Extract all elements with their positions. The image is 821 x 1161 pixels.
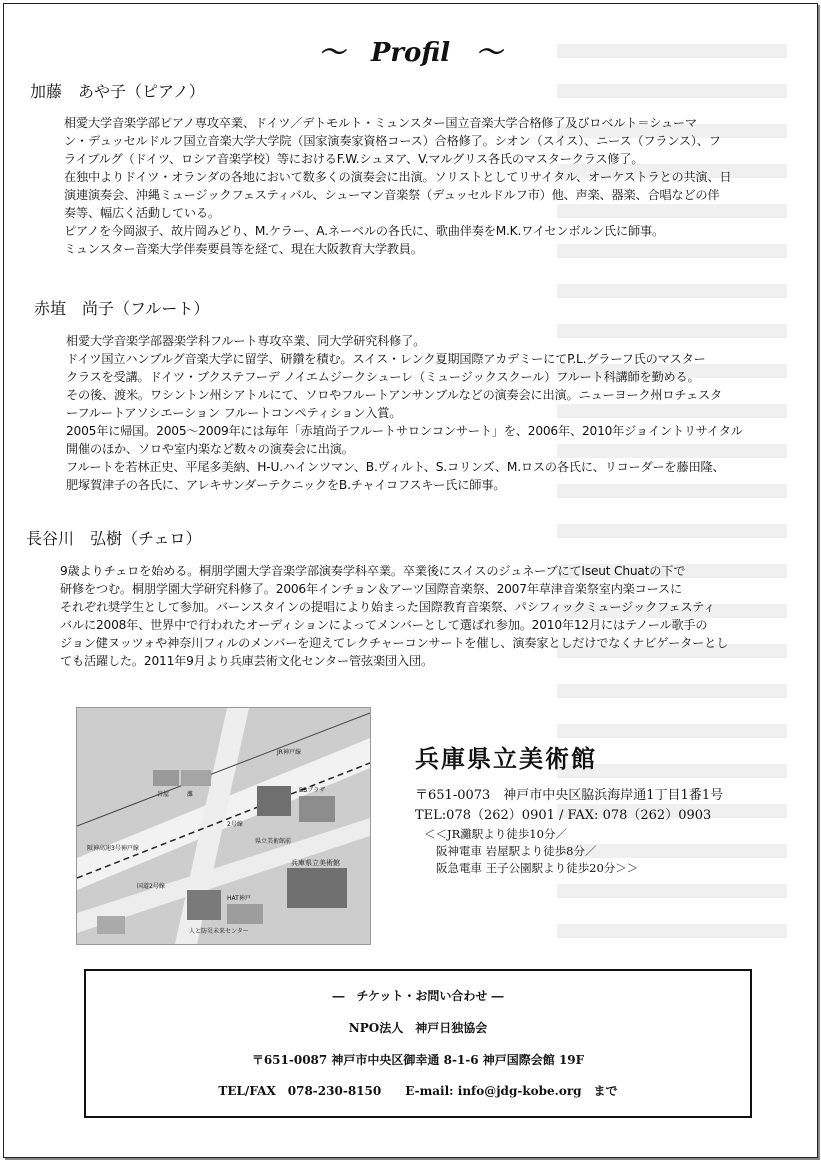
map-label-route2: 2号線 [227, 821, 243, 828]
artist-bio-piano: 相愛大学音楽学部ピアノ専攻卒業、ドイツ／デトモルト・ミュンスター国立音楽大学合格修了及びロベルト＝シューマ ン・デュッセルドルフ国立音楽大学大学院（国家演奏家資格コース）合格修了。シオン（スイス）、ニース（フランス）、フ ライブルグ（ドイツ、ロシア音楽学校）等におけるF.W.シュヌア、V.マルグリス各氏のマスタークラス修了。 在独中よりドイツ・オランダの各地において数多くの演奏会に出演。ソリストとしてリサイタル、オーケストラとの共演、日 演連演奏会、沖縄ミュージックフェスティバル、シューマン音楽祭（デュッセルドルフ市）他、声楽、器楽、合唱などの伴 奏等、幅広く活動している。 ピアノを今岡淑子、故片岡みどり、M.ケラー、A.ネーベルの各氏に、歌曲伴奏をM.K.ワイセンボルン氏に師事。 ミュンスター音楽大学伴奏要員等を経て、現在大阪教育大学教員。 [64, 116, 732, 256]
page-title: ～ Profil ～ [318, 38, 503, 68]
map-illustration [77, 708, 370, 944]
venue-access-hankyu: 阪急電車 王子公園駅より徒歩20分＞＞ [436, 861, 639, 875]
map-building [187, 890, 221, 920]
contact-address: 〒651-0087 神戸市中央区御幸通 8-1-6 神戸国際会館 19F [251, 1053, 585, 1067]
map-label-disaster-center: 人と防災未来センター [189, 928, 249, 935]
map-building [299, 796, 335, 822]
map-label-hat-kobe: HAT神戸 [227, 895, 251, 902]
map-label-jr-line: JR神戸線 [277, 749, 301, 756]
map-venue-building [287, 868, 347, 908]
map-building [257, 786, 291, 816]
contact-tel-email: TEL/FAX 078-230-8150 E-mail: info@jdg-kobe.org まで [218, 1084, 618, 1098]
map-building [97, 916, 125, 934]
map-building [153, 770, 179, 786]
map-label-bb-plaza: BBプラザ [299, 787, 326, 794]
map-label-expressway: 阪神高速3号神戸線 [87, 845, 139, 852]
artist-bio-flute: 相愛大学音楽学部器楽学科フルート専攻卒業、同大学研究科修了。 ドイツ国立ハンブルグ音楽大学に留学、研鑽を積む。スイス・レンク夏期国際アカデミーにてP.L.グラーフ氏のマスター クラスを受講。ドイツ・ブクステフーデ ノイエムジークシューレ（ミュージックスクール）フルート科講師を勤める。 その後、渡米。ワシントン州シアトルにて、ソロやフルートアンサンブルなどの演奏会に出演。ニューヨーク州ロチェスタ ーフルートアソシエーション フルートコンペティション入賞。 2005年に帰国。2005～2009年には毎年「赤埴尚子フルートサロンコンサート」を、2006年、2010年ジョイントリサイタル 開催のほか、ソロや室内楽など数々の演奏会に出演。 フルートを若林正史、平尾多美納、H-U.ハインツマン、B.ヴィルト、S.コリンズ、M.ロスの各氏に、リコーダーを藤田隆、 肥塚賀津子の各氏に、アレキサンダーテクニックをB.チャイコフスキー氏に師事。 [66, 334, 743, 492]
artist-name-cello: 長谷川 弘樹（チェロ） [26, 529, 202, 548]
flyer-page [3, 3, 818, 1158]
venue-access-jr: ＜＜JR灘駅より徒歩10分／ [424, 827, 567, 841]
map-label-venue: 兵庫県立美術館 [291, 859, 340, 867]
map-label-national-route: 国道2号線 [137, 883, 165, 890]
map-building [181, 770, 211, 786]
map-label-nada: 灘 [187, 791, 194, 798]
venue-address: 〒651-0073 神戸市中央区脇浜海岸通1丁目1番1号 [415, 788, 724, 803]
artist-name-piano: 加藤 あや子（ピアノ） [30, 82, 205, 101]
venue-phone: TEL:078（262）0901 / FAX: 078（262）0903 [415, 808, 712, 823]
map-building [227, 904, 263, 924]
venue-access-hanshin: 阪神電車 岩屋駅より徒歩8分／ [436, 844, 597, 858]
contact-heading: ― チケット・お問い合わせ ― [332, 989, 504, 1003]
venue-name: 兵庫県立美術館 [415, 744, 597, 773]
map-label-iwaya: 岩屋 [157, 791, 170, 798]
artist-bio-cello: 9歳よりチェロを始める。桐朋学園大学音楽学部演奏学科卒業。卒業後にスイスのジュネーブにてIseut Chuatの下で 研修をつむ。桐朋学園大学研究科修了。2006年インチョン＆アーツ国際音楽祭、2007年草津音楽祭室内楽コースに それぞれ奨学生として参加。バーンスタインの提唱により始まった国際教育音楽祭、パシフィックミュージックフェスティ バルに2008年、世界中で行われたオーディションによってメンバーとして選ばれ参加。2010年12月にはテノール歌手の ジョン健ヌッツォや神奈川フィルのメンバーを迎えてレクチャーコンサートを催し、演奏家としだけでなくナビゲーターとし ても活躍した。2011年9月より兵庫芸術文化センター管弦楽団入団。 [60, 564, 729, 668]
venue-map [76, 707, 371, 945]
contact-organization: NPO法人 神戸日独協会 [348, 1021, 488, 1035]
map-label-station: 県立美術館前 [255, 838, 292, 845]
artist-name-flute: 赤埴 尚子（フルート） [34, 299, 210, 318]
contact-box [84, 969, 752, 1118]
